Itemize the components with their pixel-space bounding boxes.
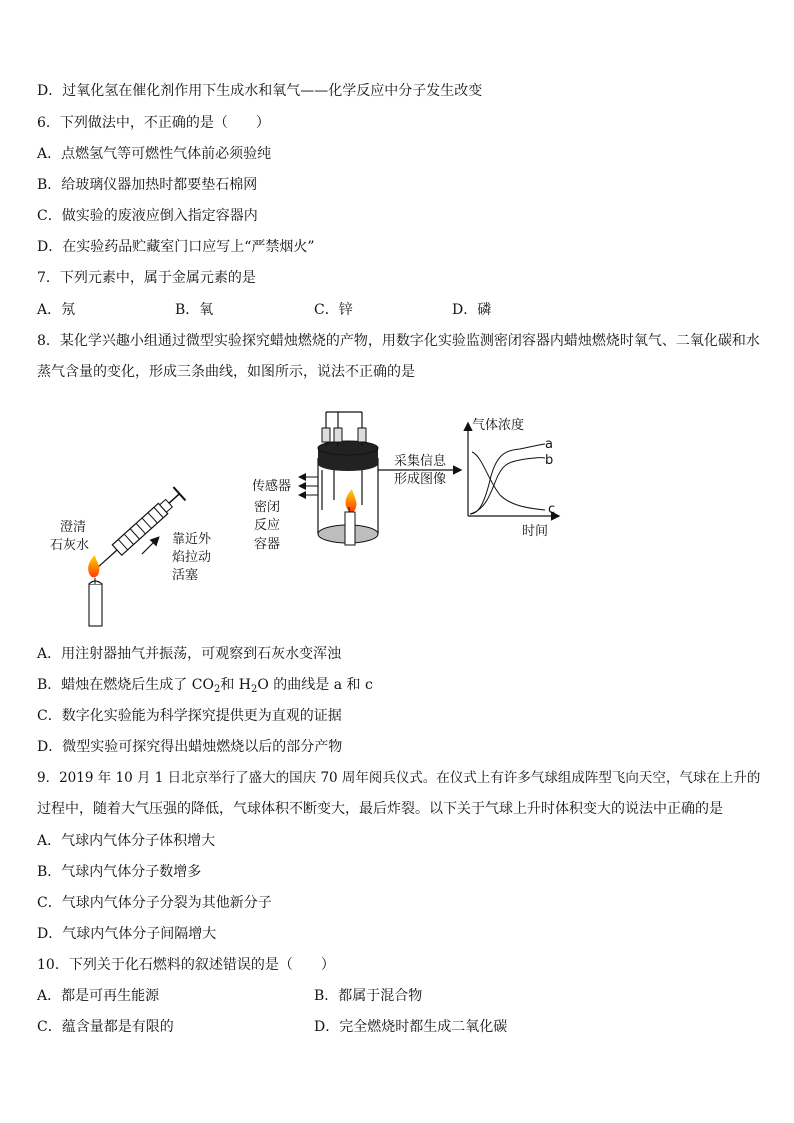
q10-option-c: C．蕴含量都是有限的 <box>37 1019 174 1035</box>
closed-container-label-1: 密闭 <box>254 500 281 515</box>
outer-flame-label-2: 焰拉动 <box>172 550 212 565</box>
q5-option-d: D．过氧化氢在催化剂作用下生成水和氧气——化学反应中分子发生改变 <box>37 83 483 99</box>
q10-stem: 10．下列关于化石燃料的叙述错误的是（ ） <box>37 957 335 973</box>
lime-water-label-1: 澄清 <box>60 520 87 535</box>
q9-option-d: D．气球内气体分子间隔增大 <box>37 926 217 942</box>
q6-option-a: A．点燃氢气等可燃性气体前必须验纯 <box>37 146 272 162</box>
outer-flame-label-1: 靠近外 <box>172 532 212 547</box>
closed-container-label-2: 反应 <box>254 518 281 533</box>
q10-option-a: A．都是可再生能源 <box>37 988 160 1004</box>
q8-stem-line1: 8．某化学兴趣小组通过微型实验探究蜡烛燃烧的产物，用数字化实验监测密闭容器内蜡烛燃烧时氧气、二氧化碳和水 <box>37 333 760 349</box>
q8-stem-line2: 蒸气含量的变化，形成三条曲线，如图所示，说法不正确的是 <box>37 364 415 380</box>
q10-option-d: D．完全燃烧时都生成二氧化碳 <box>314 1019 508 1035</box>
q6-stem: 6．下列做法中，不正确的是（ ） <box>37 115 270 131</box>
collect-label-1: 采集信息 <box>394 454 447 469</box>
graph-x-label: 时间 <box>522 524 549 539</box>
q9-option-c: C．气球内气体分子分裂为其他新分子 <box>37 895 272 911</box>
q10-option-b: B．都属于混合物 <box>314 988 423 1004</box>
q9-option-b: B．气球内气体分子数增多 <box>37 864 202 880</box>
q9-stem-line2: 过程中，随着大气压强的降低，气球体积不断变大，最后炸裂。以下关于气球上升时体积变大的说法中正确的是 <box>37 801 723 817</box>
q7-option-d: D．磷 <box>452 302 492 318</box>
q8-option-d: D．微型实验可探究得出蜡烛燃烧以后的部分产物 <box>37 739 343 755</box>
q7-stem: 7．下列元素中，属于金属元素的是 <box>37 270 256 286</box>
q6-option-b: B．给玻璃仪器加热时都要垫石棉网 <box>37 177 258 193</box>
curve-c-label: c <box>548 502 556 517</box>
q9-option-a: A．气球内气体分子体积增大 <box>37 833 216 849</box>
collect-label-2: 形成图像 <box>394 472 447 487</box>
q9-stem-line1: 9．2019 年 10 月 1 日北京举行了盛大的国庆 70 周年阅兵仪式。在仪式上有许多气球组成阵型飞向天空，气球在上升的 <box>37 770 761 786</box>
outer-flame-label-3: 活塞 <box>172 568 199 583</box>
q6-option-c: C．做实验的废液应倒入指定容器内 <box>37 208 258 224</box>
curve-b-label: b <box>545 453 554 468</box>
q8-option-b: B．蜡烛在燃烧后生成了 $CO_2$和 $H_2O$ 的曲线是 a 和 c <box>37 677 373 695</box>
graph-y-label: 气体浓度 <box>472 418 525 433</box>
q7-option-c: C．锌 <box>314 302 353 318</box>
q7-option-b: B．氧 <box>175 302 214 318</box>
curve-a-label: a <box>545 437 553 452</box>
q7-option-a: A．氖 <box>37 302 76 318</box>
q8-option-c: C．数字化实验能为科学探究提供更为直观的证据 <box>37 708 342 724</box>
closed-container-label-3: 容器 <box>254 537 281 552</box>
q8-option-a: A．用注射器抽气并振荡，可观察到石灰水变浑浊 <box>37 646 342 662</box>
lime-water-label-2: 石灰水 <box>50 538 90 553</box>
sensor-label: 传感器 <box>252 479 292 494</box>
q6-option-d: D．在实验药品贮藏室门口应写上“严禁烟火” <box>37 239 315 255</box>
pull-arrow <box>142 538 158 554</box>
sealed-container <box>318 412 378 545</box>
